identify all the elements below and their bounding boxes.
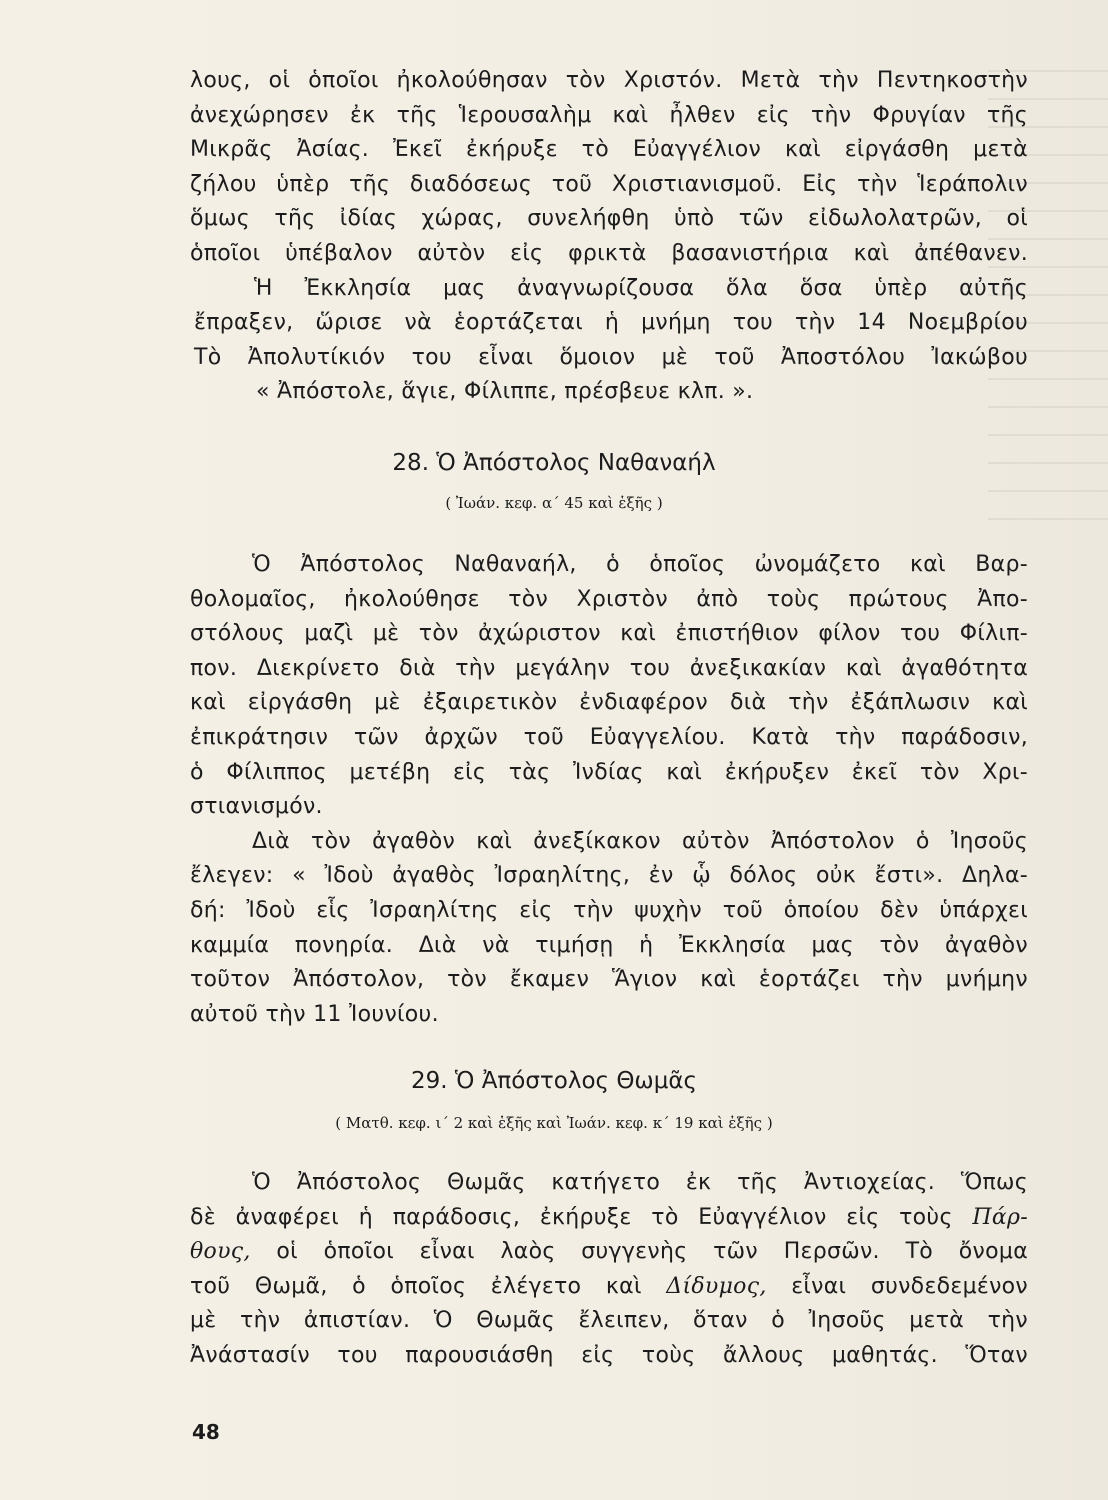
section-28-heading: 28. Ὁ Ἀπόστολος Ναθαναήλ bbox=[392, 450, 716, 476]
text-line: στόλους μαζὶ μὲ τὸν ἀχώριστον καὶ ἐπιστήθιον φίλον του Φίλιπ- bbox=[190, 621, 1028, 647]
text-line: λους, οἱ ὁποῖοι ἠκολούθησαν τὸν Χριστόν. Μετὰ τὴν Πεντηκοστὴν bbox=[190, 68, 1028, 93]
italic-term: θους, bbox=[190, 1239, 251, 1265]
text-line: ἔπραξεν, ὥρισε νὰ ἑορτάζεται ἡ μνήμη του τὴν 14 Νοεμβρίου bbox=[194, 310, 1028, 336]
text-line: ὁ Φίλιππος μετέβη εἰς τὰς Ἰνδίας καὶ ἐκήρυξεν ἐκεῖ τὸν Χρι- bbox=[190, 759, 1028, 785]
text-line: πον. Διεκρίνετο διὰ τὴν μεγάλην του ἀνεξικακίαν καὶ ἀγαθότητα bbox=[190, 655, 1028, 681]
section-29-heading: 29. Ὁ Ἀπόστολος Θωμᾶς bbox=[410, 1068, 697, 1094]
text-line: « Ἀπόστολε, ἅγιε, Φίλιππε, πρέσβευε κλπ. ». bbox=[256, 379, 754, 405]
text-line: Τὸ Ἀπολυτίκιόν του εἶναι ὅμοιον μὲ τοῦ Ἀποστόλου Ἰακώβου bbox=[194, 344, 1028, 370]
text-line: Ἡ Ἐκκλησία μας ἀναγνωρίζουσα ὅλα ὅσα ὑπὲρ αὐτῆς bbox=[254, 275, 1028, 301]
section-top-text bbox=[190, 64, 1028, 410]
italic-term: Δίδυμος, bbox=[666, 1273, 767, 1299]
text-line: ἐπικράτησιν τῶν ἀρχῶν τοῦ Εὐαγγελίου. Κατὰ τὴν παράδοσιν, bbox=[190, 724, 1028, 750]
text-line: Ὁ Ἀπόστολος Ναθαναήλ, ὁ ὁποῖος ὠνομάζετο καὶ Βαρ- bbox=[252, 552, 1028, 577]
text-line: Μικρᾶς Ἀσίας. Ἐκεῖ ἐκήρυξε τὸ Εὐαγγέλιον καὶ εἰργάσθη μετὰ bbox=[190, 137, 1028, 163]
text-line: Διὰ τὸν ἀγαθὸν καὶ ἀνεξίκακον αὐτὸν Ἀπόστολον ὁ Ἰησοῦς bbox=[252, 828, 1028, 854]
italic-term: Πάρ- bbox=[972, 1204, 1028, 1230]
text-line: ἔλεγεν: « Ἰδοὺ ἀγαθὸς Ἰσραηλίτης, ἐν ᾧ δόλος οὐκ ἔστι». Δηλα- bbox=[190, 863, 1028, 889]
text-line: στιανισμόν. bbox=[190, 794, 323, 820]
text-line bbox=[190, 1235, 1028, 1270]
text-span: εἶναι συνδεδεμένον bbox=[791, 1273, 1029, 1299]
text-line: τοῦτον Ἀπόστολον, τὸν ἔκαμεν Ἅγιον καὶ ἑορτάζει τὴν μνήμην bbox=[190, 967, 1028, 993]
text-line: μὲ τὴν ἀπιστίαν. Ὁ Θωμᾶς ἔλειπεν, ὅταν ὁ Ἰησοῦς μετὰ τὴν bbox=[190, 1308, 1028, 1334]
text-span: οἱ ὁποῖοι εἶναι λαὸς συγγενὴς τῶν Περσῶν. Τὸ ὄνομα bbox=[276, 1239, 1028, 1265]
section-29-text bbox=[190, 1166, 1028, 1374]
section-29-reference: ( Ματθ. κεφ. ι΄ 2 καὶ ἑξῆς καὶ Ἰωάν. κεφ. κ΄ 19 καὶ ἑξῆς ) bbox=[335, 1114, 773, 1132]
text-line: Ἀνάστασίν του παρουσιάσθη εἰς τοὺς ἄλλους μαθητάς. Ὅταν bbox=[190, 1342, 1028, 1368]
text-line: ζήλου ὑπὲρ τῆς διαδόσεως τοῦ Χριστιανισμοῦ. Εἰς τὴν Ἱεράπολιν bbox=[190, 171, 1028, 197]
text-line: ὁποῖοι ὑπέβαλον αὐτὸν εἰς φρικτὰ βασανιστήρια καὶ ἀπέθανεν. bbox=[190, 240, 1028, 266]
text-line bbox=[190, 1270, 1028, 1305]
text-line: Ὁ Ἀπόστολος Θωμᾶς κατήγετο ἐκ τῆς Ἀντιοχείας. Ὅπως bbox=[252, 1170, 1028, 1195]
section-28-text bbox=[190, 548, 1028, 1032]
text-line: δή: Ἰδοὺ εἷς Ἰσραηλίτης εἰς τὴν ψυχὴν τοῦ ὁποίου δὲν ὑπάρχει bbox=[190, 897, 1028, 923]
text-line: αὐτοῦ τὴν 11 Ἰουνίου. bbox=[190, 1001, 439, 1027]
text-line bbox=[190, 1201, 1028, 1236]
text-span: δὲ ἀναφέρει ἡ παράδοσις, ἐκήρυξε τὸ Εὐαγγέλιον εἰς τοὺς bbox=[190, 1204, 953, 1230]
section-28-reference: ( Ἰωάν. κεφ. α΄ 45 καὶ ἑξῆς ) bbox=[445, 494, 663, 512]
text-span: τοῦ Θωμᾶ, ὁ ὁποῖος ἐλέγετο καὶ bbox=[190, 1273, 642, 1299]
text-line: καμμία πονηρία. Διὰ νὰ τιμήσῃ ἡ Ἐκκλησία μας τὸν ἀγαθὸν bbox=[190, 932, 1028, 958]
text-line: θολομαῖος, ἠκολούθησε τὸν Χριστὸν ἀπὸ τοὺς πρώτους Ἀπο- bbox=[190, 586, 1028, 612]
text-line: ὅμως τῆς ἰδίας χώρας, συνελήφθη ὑπὸ τῶν εἰδωλολατρῶν, οἱ bbox=[190, 206, 1028, 232]
text-line: ἀνεχώρησεν ἐκ τῆς Ἱερουσαλὴμ καὶ ἦλθεν εἰς τὴν Φρυγίαν τῆς bbox=[190, 102, 1028, 128]
page-number: 48 bbox=[192, 1420, 220, 1444]
text-line: καὶ εἰργάσθη μὲ ἐξαιρετικὸν ἐνδιαφέρον διὰ τὴν ἐξάπλωσιν καὶ bbox=[190, 690, 1028, 716]
